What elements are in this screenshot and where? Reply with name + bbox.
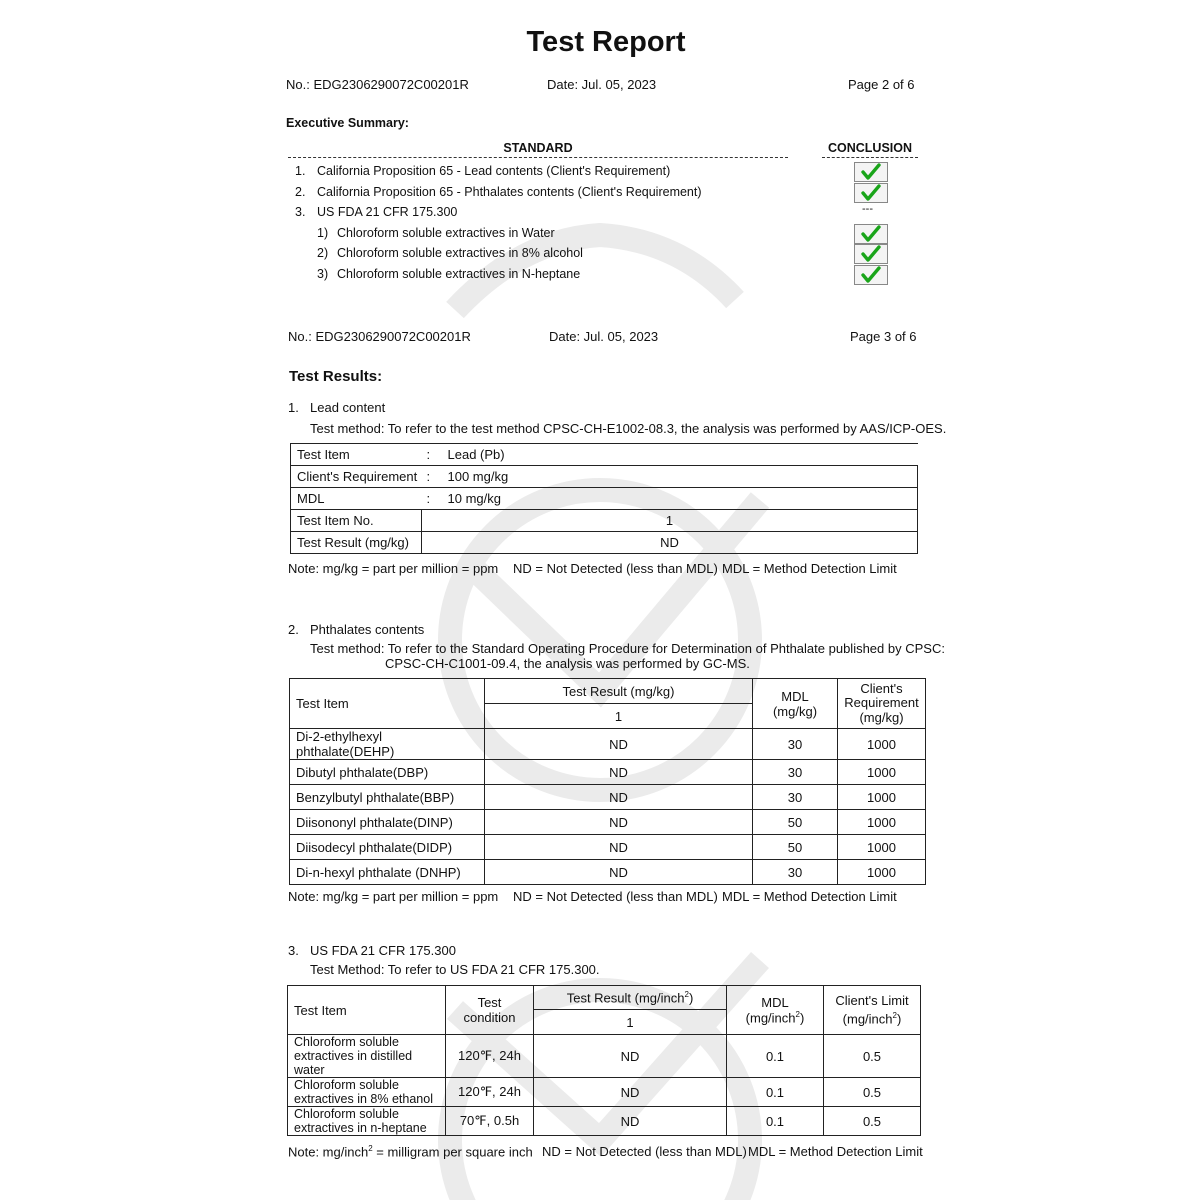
summary-item-number: 3. — [295, 205, 306, 219]
summary-item-text: Chloroform soluble extractives in 8% alcohol — [337, 246, 583, 260]
phthalates-col-result-sub: 1 — [485, 704, 753, 729]
table-row — [290, 760, 926, 785]
fda-col-mdl — [727, 986, 824, 1035]
conclusion-check-icon — [854, 224, 888, 244]
fda-col-result-sub: 1 — [534, 1010, 727, 1035]
lead-item-no-label: Test Item No. — [291, 510, 422, 532]
phthalates-method-line1: Test method: To refer to the Standard Operating Procedure for Determination of Phthalate published by CPSC: — [310, 641, 945, 656]
phthalates-cell-item: Benzylbutyl phthalate(BBP) — [290, 785, 485, 810]
phthalates-col-mdl: MDL (mg/kg) — [753, 679, 838, 729]
fda-cell-item-line: Chloroform soluble — [294, 1035, 399, 1049]
conclusion-check-icon — [854, 265, 888, 285]
phthalates-cell-mdl: 30 — [753, 785, 838, 810]
lead-result-value: ND — [422, 532, 918, 554]
phthalates-col-result: Test Result (mg/kg) — [485, 679, 753, 704]
fda-table — [287, 985, 921, 1136]
table-row — [290, 729, 926, 760]
phthalates-cell-req: 1000 — [838, 785, 926, 810]
standard-header-text: STANDARD — [503, 141, 573, 155]
table-row — [290, 785, 926, 810]
lead-note-nd: ND = Not Detected (less than MDL) — [513, 561, 718, 576]
lead-row-label-text: Test Item — [297, 447, 350, 462]
executive-summary-label: Executive Summary: — [286, 116, 409, 130]
table-row — [288, 1107, 921, 1136]
phthalates-cell-result: ND — [485, 729, 753, 760]
lead-item-no-value: 1 — [422, 510, 918, 532]
fda-col-mdl-text: MDL (mg/inch — [745, 994, 796, 1026]
lead-row-value: Lead (Pb) — [447, 447, 505, 462]
standard-header — [288, 141, 788, 158]
phthalates-col-req-line2: Requirement — [844, 695, 919, 711]
fda-cell-mdl: 0.1 — [727, 1035, 824, 1078]
lead-heading-num: 1. — [288, 400, 299, 415]
summary-item-text: California Proposition 65 - Phthalates contents (Client's Requirement) — [317, 185, 702, 199]
fda-col-result-sup: 2 — [684, 989, 689, 999]
phthalates-cell-item: Diisodecyl phthalate(DIDP) — [290, 835, 485, 860]
phthalates-note-mdl: MDL = Method Detection Limit — [722, 889, 897, 904]
lead-row-label — [291, 444, 918, 466]
lead-row-value: 100 mg/kg — [447, 469, 509, 484]
fda-heading: US FDA 21 CFR 175.300 — [310, 943, 456, 958]
fda-note-unit — [288, 1144, 533, 1159]
conclusion-check-icon — [854, 244, 888, 264]
conclusion-check-icon — [854, 183, 888, 203]
table-row — [290, 860, 926, 885]
fda-cell-result: ND — [534, 1078, 727, 1107]
phthalates-cell-mdl: 50 — [753, 835, 838, 860]
fda-col-condition — [446, 986, 534, 1035]
fda-col-result — [534, 986, 727, 1010]
lead-heading: Lead content — [310, 400, 386, 415]
lead-row-sep: : — [426, 447, 431, 462]
phthalates-method-line2: CPSC-CH-C1001-09.4, the analysis was performed by GC-MS. — [385, 656, 750, 671]
fda-col-mdl-sup: 2 — [795, 1009, 800, 1019]
lead-table — [290, 443, 918, 554]
summary-item-text: US FDA 21 CFR 175.300 — [317, 205, 458, 219]
summary-item-number: 2. — [295, 185, 306, 199]
report-date: Date: Jul. 05, 2023 — [547, 77, 657, 92]
phthalates-col-item: Test Item — [290, 679, 485, 729]
conclusion-dash: --- — [862, 203, 873, 215]
lead-method: Test method: To refer to the test method CPSC-CH-E1002-08.3, the analysis was performed by AAS/ICP-OES. — [310, 421, 947, 436]
report-number: No.: EDG2306290072C00201R — [288, 329, 471, 344]
fda-cell-mdl: 0.1 — [727, 1078, 824, 1107]
fda-col-cond-line2: condition — [463, 1010, 516, 1025]
fda-col-limit — [824, 986, 921, 1035]
fda-note-unit-end: = milligram per square inch — [372, 1144, 533, 1160]
phthalates-heading-num: 2. — [288, 622, 299, 637]
conclusion-check-icon — [854, 162, 888, 182]
fda-note-nd: ND = Not Detected (less than MDL) — [542, 1144, 747, 1159]
phthalates-col-req-line1: Client's — [860, 680, 903, 696]
summary-item-text: California Proposition 65 - Lead contents (Client's Requirement) — [317, 164, 671, 178]
fda-note-unit-sup: 2 — [368, 1144, 373, 1153]
phthalates-note-ppm: Note: mg/kg = part per million = ppm — [288, 889, 499, 904]
table-row — [290, 835, 926, 860]
conclusion-header-text: CONCLUSION — [827, 141, 913, 155]
fda-cell-limit: 0.5 — [824, 1107, 921, 1136]
fda-col-limit-end: ) — [896, 1011, 902, 1027]
phthalates-cell-mdl: 30 — [753, 729, 838, 760]
test-results-label: Test Results: — [289, 368, 383, 385]
lead-row-value: 10 mg/kg — [447, 491, 501, 506]
fda-cell-cond: 70℉, 0.5h — [446, 1107, 534, 1136]
phthalates-cell-result: ND — [485, 860, 753, 885]
fda-method: Test Method: To refer to US FDA 21 CFR 175.300. — [310, 962, 600, 977]
phthalates-cell-mdl: 30 — [753, 860, 838, 885]
summary-item-text: Chloroform soluble extractives in Water — [337, 226, 555, 240]
phthalates-note-nd: ND = Not Detected (less than MDL) — [513, 889, 718, 904]
fda-cell-mdl: 0.1 — [727, 1107, 824, 1136]
page-number: Page 3 of 6 — [850, 329, 917, 344]
fda-cell-item — [288, 1078, 446, 1107]
lead-row-sep: : — [426, 491, 431, 506]
table-row — [290, 810, 926, 835]
phthalates-cell-req: 1000 — [838, 729, 926, 760]
phthalates-col-requirement — [838, 679, 926, 729]
fda-cell-item-line: extractives in distilled — [294, 1049, 413, 1063]
fda-col-cond-line1: Test — [477, 995, 502, 1010]
phthalates-col-req-line3: (mg/kg) — [859, 709, 904, 725]
phthalates-cell-mdl: 50 — [753, 810, 838, 835]
fda-col-limit-sup: 2 — [892, 1011, 897, 1021]
lead-row-sep: : — [426, 469, 431, 484]
summary-item-text: Chloroform soluble extractives in N-heptane — [337, 267, 581, 281]
fda-note-mdl: MDL = Method Detection Limit — [748, 1144, 923, 1159]
fda-col-result-end: ) — [688, 990, 694, 1006]
phthalates-heading: Phthalates contents — [310, 622, 425, 637]
phthalates-cell-item: Dibutyl phthalate(DBP) — [290, 760, 485, 785]
page-number: Page 2 of 6 — [848, 77, 915, 92]
fda-col-result-text: Test Result (mg/inch — [566, 990, 685, 1006]
lead-result-label: Test Result (mg/kg) — [291, 532, 422, 554]
phthalates-cell-req: 1000 — [838, 760, 926, 785]
fda-cell-item-line: Chloroform soluble — [294, 1078, 399, 1092]
fda-col-mdl-end: ) — [799, 1010, 805, 1026]
summary-item-number: 1. — [295, 164, 306, 178]
summary-item-number: 2) — [317, 246, 329, 260]
fda-cell-item — [288, 1107, 446, 1136]
lead-note-mdl: MDL = Method Detection Limit — [722, 561, 897, 576]
fda-note-unit-text: Note: mg/inch — [288, 1144, 369, 1160]
phthalates-cell-req: 1000 — [838, 810, 926, 835]
report-number: No.: EDG2306290072C00201R — [286, 77, 469, 92]
phthalates-cell-item: Diisononyl phthalate(DINP) — [290, 810, 485, 835]
fda-cell-item-line: extractives in 8% ethanol — [294, 1092, 433, 1106]
summary-item-number: 3) — [317, 267, 329, 281]
lead-row-label — [291, 488, 918, 510]
fda-cell-limit: 0.5 — [824, 1078, 921, 1107]
lead-row-label — [291, 466, 918, 488]
fda-col-limit-line2 — [830, 1008, 914, 1026]
fda-col-item: Test Item — [288, 986, 446, 1035]
phthalates-cell-item: Di-2-ethylhexyl phthalate(DEHP) — [290, 729, 485, 760]
phthalates-cell-mdl: 30 — [753, 760, 838, 785]
conclusion-header — [822, 141, 918, 158]
phthalates-cell-result: ND — [485, 760, 753, 785]
phthalates-cell-result: ND — [485, 785, 753, 810]
fda-cell-result: ND — [534, 1035, 727, 1078]
fda-cell-cond: 120℉, 24h — [446, 1078, 534, 1107]
table-row — [288, 1078, 921, 1107]
table-row — [288, 1035, 921, 1078]
fda-cell-result: ND — [534, 1107, 727, 1136]
phthalates-table — [289, 678, 926, 885]
phthalates-cell-result: ND — [485, 835, 753, 860]
fda-cell-item-line: extractives in n-heptane — [294, 1121, 427, 1135]
lead-note-ppm: Note: mg/kg = part per million = ppm — [288, 561, 499, 576]
lead-row-label-text: Client's Requirement — [297, 469, 418, 484]
fda-cell-limit: 0.5 — [824, 1035, 921, 1078]
report-date: Date: Jul. 05, 2023 — [549, 329, 659, 344]
fda-heading-num: 3. — [288, 943, 299, 958]
fda-cell-item-line: Chloroform soluble — [294, 1107, 399, 1121]
phthalates-cell-item: Di-n-hexyl phthalate (DNHP) — [290, 860, 485, 885]
fda-col-limit-text: (mg/inch — [842, 1011, 893, 1027]
fda-cell-item — [288, 1035, 446, 1078]
lead-row-label-text: MDL — [297, 491, 325, 506]
summary-item-number: 1) — [317, 226, 329, 240]
phthalates-cell-result: ND — [485, 810, 753, 835]
fda-col-limit-line1: Client's Limit — [835, 993, 909, 1009]
phthalates-cell-req: 1000 — [838, 860, 926, 885]
fda-cell-item-line: water — [294, 1063, 325, 1077]
fda-cell-cond: 120℉, 24h — [446, 1035, 534, 1078]
phthalates-cell-req: 1000 — [838, 835, 926, 860]
report-title: Test Report — [526, 26, 686, 58]
